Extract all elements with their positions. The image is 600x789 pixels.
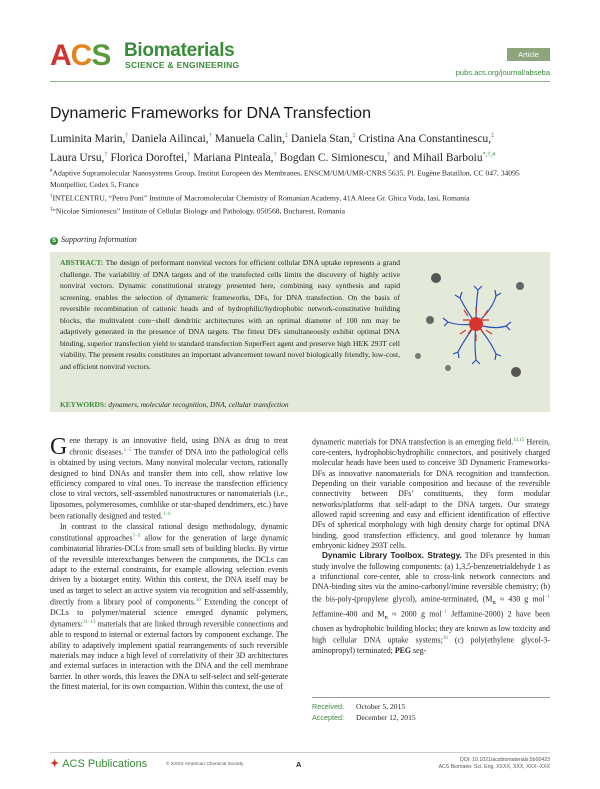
- journal-subtitle: SCIENCE & ENGINEERING: [125, 60, 240, 70]
- acs-publications-icon: ✦: [50, 758, 60, 770]
- journal-name: Biomaterials: [124, 40, 235, 61]
- drop-cap: G: [50, 434, 68, 460]
- keywords-line: KEYWORDS: dynamers, molecular recognition, DNA, cellular transfection: [60, 400, 289, 409]
- nanoparticle-dot: [511, 367, 521, 377]
- article-type-badge: Article: [507, 48, 550, 61]
- body-column-left: [50, 436, 288, 692]
- author[interactable]: and Mihail Barboiu*,†,#: [393, 151, 496, 165]
- author[interactable]: Cristina Ana Constantinescu,‡: [358, 132, 495, 145]
- affiliation: †INTELCENTRU, “Petru Poni” Institute of Macromolecular Chemistry of Romanian Academy, 41A Aleea Gr. Ghica Voda, Iasi, Romania: [50, 193, 470, 203]
- journal-logo: [50, 40, 250, 72]
- header-divider: [50, 81, 550, 82]
- paragraph: In contrast to the classical rational design methodology, dynamic constitutional approaches$^{7-9}$ allow for the generation of large dynamic combinatorial libraries-DCLs from small sets of building blocks. By virtue of the reversible interexchanges between the components, the DCLs can adapt to the external constraints, for example allowing selection events driven by a biotarget entity. Within this context, the DNA itself may be used as target to select an active system via recognition and self-assembly, directly from a library pool of components.$^{10}$ Extending the concept of DCLs to polymer/material science emerged dynamic polymers, dynamers:$^{11-13}$ materials that are linked through reversible connections and able to respond to internal or external factors by component exchange. The ability to adaptively implement spatial rearrangements of such reversible materials may induce a high level of correlativity of their 3D architectures and external surfaces in interaction with the DNA and the cell membrane barrier. In other words, this leaves the DNA to self-select and self-generate the fittest material, for its own compaction. Within this context, the use of: [50, 522, 288, 692]
- supporting-information-link[interactable]: S Supporting Information: [51, 235, 137, 244]
- author-list: [50, 128, 550, 167]
- paragraph: Gene therapy is an innovative field, using DNA as drug to treat chronic diseases.$^{1-5}$ The transfer of DNA into the pathological cells is obtained by using vectors. Many nonviral molecular vectors, rationally designed to bind DNAs and transfer them into cell, show relative low efficiency compared to viral ones. To increase the transfection efficiency close to viral vectors, self-assembled nanostructures or nanomaterials (i.e., liposomes, polymerosomes, comblike or star-shaped dendrimers, etc.) have been rationally designed and tested.$^{1-6}$: [50, 434, 288, 521]
- author[interactable]: Daniela Stan,‡: [291, 132, 356, 145]
- acs-mark: ACS: [50, 39, 111, 72]
- nanoparticle-dot: [426, 316, 434, 324]
- author[interactable]: Florica Doroftei,†: [110, 151, 191, 165]
- received-divider: [312, 697, 550, 698]
- nanoparticle-dot: [431, 273, 441, 283]
- body-column-right: [312, 436, 550, 657]
- toc-graphic: [408, 260, 544, 388]
- affiliation: ‡“Nicolae Simionescu” Institute of Cellular Biology and Pathology, 050568, Bucharest, Romania: [50, 206, 345, 216]
- section-heading: Dynamic Library Toolbox. Strategy.: [322, 551, 462, 561]
- author[interactable]: Daniela Ailincai,†: [131, 132, 212, 145]
- affiliation: #Adaptive Supramolecular Nanosystems Group, Institut Européen des Membranes, ENSCM/UM/UMR-CNRS 5635, Pl. Eugène Bataillon, CC 047, 34095 Montpellier, Cedex 5, France: [50, 168, 520, 189]
- acs-publications-logo: ✦ ACS Publications: [50, 758, 148, 770]
- supporting-info-icon: S: [51, 238, 56, 244]
- nanoparticle-dot: [516, 282, 524, 290]
- nanoparticle-dot: [445, 365, 451, 371]
- doi-citation[interactable]: DOI: 10.1021/acsbiomaterials.5b00423 ACS Biomater. Sci. Eng. XXXX, XXX, XXX−XXX: [438, 757, 550, 770]
- abstract-box: [50, 252, 550, 412]
- journal-url-link[interactable]: pubs.acs.org/journal/abseba: [455, 68, 550, 77]
- paragraph: dynameric materials for DNA transfection is an emerging field.$^{14,15}$ Herein, core-centers, hydrophobic/hydrophilic connectors, and positively charged molecular heads have been used to conceive 3D Dynameric Frameworks-DFs as innovative nanomaterials for DNA recognition and transfection. Depending on their variable composition and because of the reversible connectivity between DFs’ constituents, they form modular networks/platforms that self-adapt to the DNA targets. Our strategy allowed rapid screening and easy and efficient identification of effective DFs of spherical morphology with high density charge for optimal DNA binding, good transfection efficiency, and good tolerance by human embryonic kidney 293T cells.: [312, 437, 550, 551]
- footer-divider: [50, 752, 550, 753]
- author[interactable]: Mariana Pinteala,†: [193, 151, 277, 165]
- received-date: Received: October 5, 2015: [312, 702, 406, 711]
- framework-core: [469, 317, 483, 331]
- paragraph: Dynamic Library Toolbox. Strategy. The DFs presented in this study involve the following components: (a) 1,3,5-benzenetrialdehyde 1 as a trifunctional core-center, able to cross-link network connectors and DNA-binding sites via the amino-carbonyl/imine reversible chemistry; (b) the bis-poly-(propylene glycol), amine-terminated, ($M_n \approx 430$ g mol$^{-1}$ Jeffamine-400 and $M_n \approx 2000$ g mol$^{-1}$ Jeffamine-2000) 2 have been chosen as hydrophobic building blocks; they are known as low toxicity and high cellular DNA uptake systems;$^{16}$ (c) poly(ethylene glycol-3-aminopropyl) terminated; PEG seg-: [312, 551, 551, 656]
- abstract-text: ABSTRACT: The design of performant nonviral vectors for efficient cellular DNA uptake represents a grand challenge. The variability of DNA targets and of the transfected cells limits the discovery of highly active nonviral vectors. Dynamic constitutional strategy presented here, combining easy synthesis and rapid screening, enables the selection of dynameric frameworks, DFs, for DNA transfection. On the basis of reversible recombination of cationic heads and of hydrophilic/hydrophobic network-constitutive building blocks, the multivalent core−shell dendritic architectures with an optimal diameter of 100 nm may be adaptively generated in the presence of DNA targets. The fittest DFs simultaneously exhibit optimal DNA binding, superior transfection yield to standard transfection SuperFect agent and preserve high HEK 293T cell viability. The present results constitutes an important advancement toward novel biologically friendly, low-cost, and efficient nonviral vectors.: [60, 258, 400, 371]
- author[interactable]: Bogdan C. Simionescu,†: [279, 151, 391, 165]
- nanoparticle-dot: [415, 353, 421, 359]
- author[interactable]: Manuela Calin,‡: [214, 132, 289, 145]
- page-number: A: [296, 760, 302, 769]
- author[interactable]: Laura Ursu,†: [50, 151, 108, 165]
- accepted-date: Accepted: December 12, 2015: [312, 713, 416, 722]
- article-title: Dynameric Frameworks for DNA Transfection: [50, 105, 371, 122]
- affiliations: [50, 166, 550, 218]
- author[interactable]: Luminita Marin,†: [50, 132, 129, 145]
- copyright-notice: © XXXX American Chemical Society: [166, 762, 244, 767]
